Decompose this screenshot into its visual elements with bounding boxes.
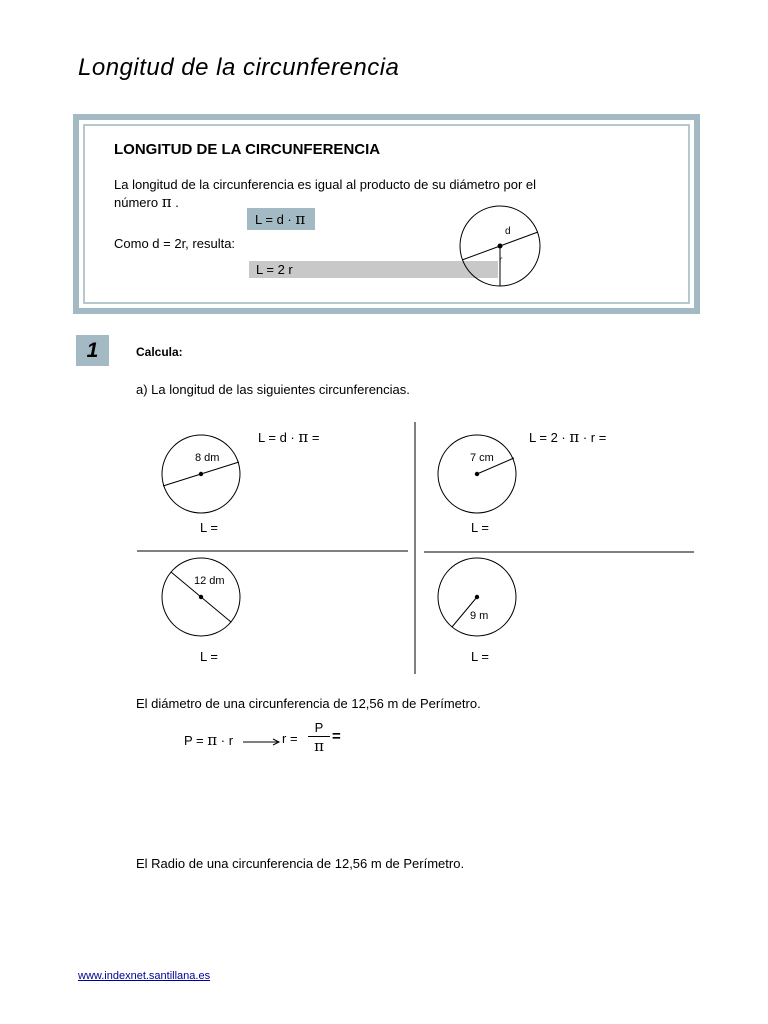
footer-link[interactable]: www.indexnet.santillana.es [78,970,211,982]
pi-symbol: π [295,210,306,228]
circle-12dm [161,557,241,637]
info-box-line1: La longitud de la circunferencia es igual al producto de su diámetro por el [114,177,537,192]
answer-label: L = [200,520,218,535]
formula-box-2: L = 2 r [249,261,498,278]
page-title: Longitud de la circunferencia [78,54,400,81]
exercise-part-a: a) La longitud de las siguientes circunferencias. [136,382,410,397]
pi-symbol: π [161,193,172,211]
circle-label: 9 m [470,610,489,622]
perimeter-formula-eq: = [332,728,341,745]
circle-label: 8 dm [195,452,220,464]
radius-question: El Radio de una circunferencia de 12,56 m de Perímetro. [136,856,465,871]
formula-right-text: L = 2 · [529,430,566,445]
answer-label: L = [200,649,218,664]
como-text: Como d = 2r, resulta: [114,236,236,251]
diameter-question: El diámetro de una circunferencia de 12,56 m de Perímetro. [136,696,481,711]
formula-right-end: · r = [582,430,607,445]
perimeter-formula-r: r = [282,731,298,746]
circle-label: 7 cm [470,452,494,464]
circle-7cm [437,434,517,514]
answer-label: L = [471,520,489,535]
exercise-number-badge: 1 [76,335,109,366]
circle-label: 12 dm [194,575,225,587]
formula-box-1-text: L = d · [255,212,292,227]
arrow-icon [243,738,281,746]
info-box-heading: LONGITUD DE LA CIRCUNFERENCIA [114,141,381,158]
perimeter-formula-mid: · r [220,733,234,748]
diagram-label-d: d [505,226,511,237]
circle-8dm [161,434,241,514]
exercise-instruction: Calcula: [136,345,183,359]
formula-left-end: = [311,430,320,445]
circle-9m [437,557,517,637]
pi-symbol: π [298,428,309,446]
fraction-numerator: P [314,720,324,735]
perimeter-formula-left: P = [184,733,204,748]
fraction [308,721,330,754]
answer-label: L = [471,649,489,664]
pi-symbol: π [207,731,218,749]
pi-symbol: π [314,737,324,755]
diagram-label-r: r [499,255,503,266]
perimeter-formula [184,731,233,749]
info-box-line2-suffix: . [175,195,179,210]
pi-symbol: π [569,428,580,446]
formula-left-text: L = d · [258,430,295,445]
info-box-line2-prefix: número [114,195,159,210]
